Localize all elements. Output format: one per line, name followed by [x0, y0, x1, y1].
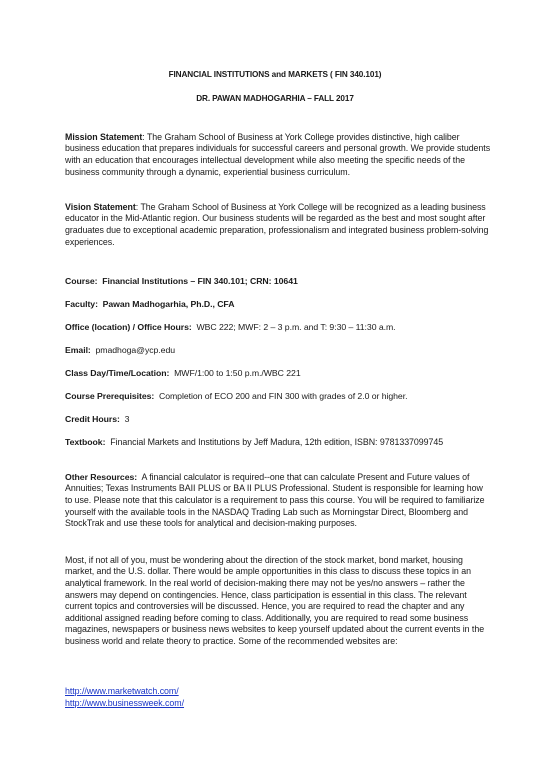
textbook-label: Textbook:: [65, 436, 106, 447]
course-value: Financial Institutions – FIN 340.101; CRN: 10641: [102, 275, 298, 286]
course-field: [65, 276, 491, 288]
class-time-value: MWF/1:00 to 1:50 p.m./WBC 221: [174, 367, 301, 378]
office-label: Office (location) / Office Hours:: [65, 321, 192, 332]
prereq-value: Completion of ECO 200 and FIN 300 with grades of 2.0 or higher.: [158, 390, 408, 401]
course-title: FINANCIAL INSTITUTIONS and MARKETS ( FIN 340.101): [168, 70, 382, 79]
recommended-links: [65, 686, 491, 709]
credit-value: 3: [124, 413, 130, 424]
other-label: Other Resources:: [65, 471, 138, 482]
class-time-label: Class Day/Time/Location:: [65, 367, 170, 378]
other-resources: [65, 472, 491, 530]
vision-statement: [65, 202, 491, 248]
course-label: Course:: [65, 275, 98, 286]
textbook-value: Financial Markets and Institutions by Jeff Madura, 12th edition, ISBN: 9781337099745: [110, 436, 444, 447]
credit-field: [65, 414, 491, 426]
link-businessweek[interactable]: http://www.businessweek.com/: [65, 697, 185, 708]
email-field: [65, 345, 491, 357]
mission-statement: [65, 132, 491, 178]
body-paragraph: Most, if not all of you, must be wondering about the direction of the stock market, bond market, housing market, and the U.S. dollar. There would be ample opportunities in this class to discuss these topics in an analytical framework. In the real world of decision-making there may not be yes/no answers – rather the answers may depend on contingencies. Hence, class participation is essential in this class. The relevant current topics and controversies will be discussed. Hence, you are required to read the chapter and any additional assigned reading before coming to class. Additionally, you are required to read some business magazines, newspapers or business news websites to keep yourself updated about the current events in the business world and relate theory to practice. Some of the recommended websites are:: [65, 554, 485, 646]
prereq-field: [65, 391, 491, 403]
link-marketwatch[interactable]: http://www.marketwatch.com/: [65, 686, 179, 696]
credit-label: Credit Hours:: [65, 413, 120, 424]
vision-label: Vision Statement: [65, 201, 136, 212]
vision-text: : The Graham School of Business at York College will be recognized as a leading business educator in the Mid-Atlantic region. Our business students will be regarded as the best and most sought after graduates due to exceptional academic preparation, professionalism and integrated business problem-solving experiences.: [65, 201, 489, 247]
office-field: [65, 322, 491, 334]
faculty-label: Faculty:: [65, 298, 98, 309]
prereq-label: Course Prerequisites:: [65, 390, 155, 401]
office-value: WBC 222; MWF: 2 – 3 p.m. and T: 9:30 – 11:30 a.m.: [196, 321, 396, 332]
class-time-field: [65, 368, 491, 380]
mission-label: Mission Statement: [65, 131, 143, 142]
other-value: A financial calculator is required--one that can calculate Present and Future values of Annuities; Texas Instruments BAII PLUS or BA II PLUS Professional. Student is responsible for learning how to use. Please note that this calculator is a requirement to pass this course. You will be required to familiarize yourself with the available tools in the NASDAQ Trading Lab such as Morningstar Direct, Bloomberg and StockTrak and use these tools for analytical and decision-making purposes.: [65, 471, 485, 529]
faculty-field: [65, 299, 491, 311]
email-label: Email:: [65, 344, 91, 355]
mission-text: : The Graham School of Business at York College provides distinctive, high caliber business education that prepares individuals for successful careers and personal growth. We provide students with an education that encourages intellectual development while also meeting the specific needs of the business community through a dynamic, experiential business curriculum.: [65, 131, 491, 177]
faculty-value: Pawan Madhogarhia, Ph.D., CFA: [102, 298, 235, 309]
textbook-field: [65, 437, 491, 449]
instructor-term: DR. PAWAN MADHOGARHIA – FALL 2017: [196, 94, 354, 103]
email-value: pmadhoga@ycp.edu: [95, 344, 176, 355]
